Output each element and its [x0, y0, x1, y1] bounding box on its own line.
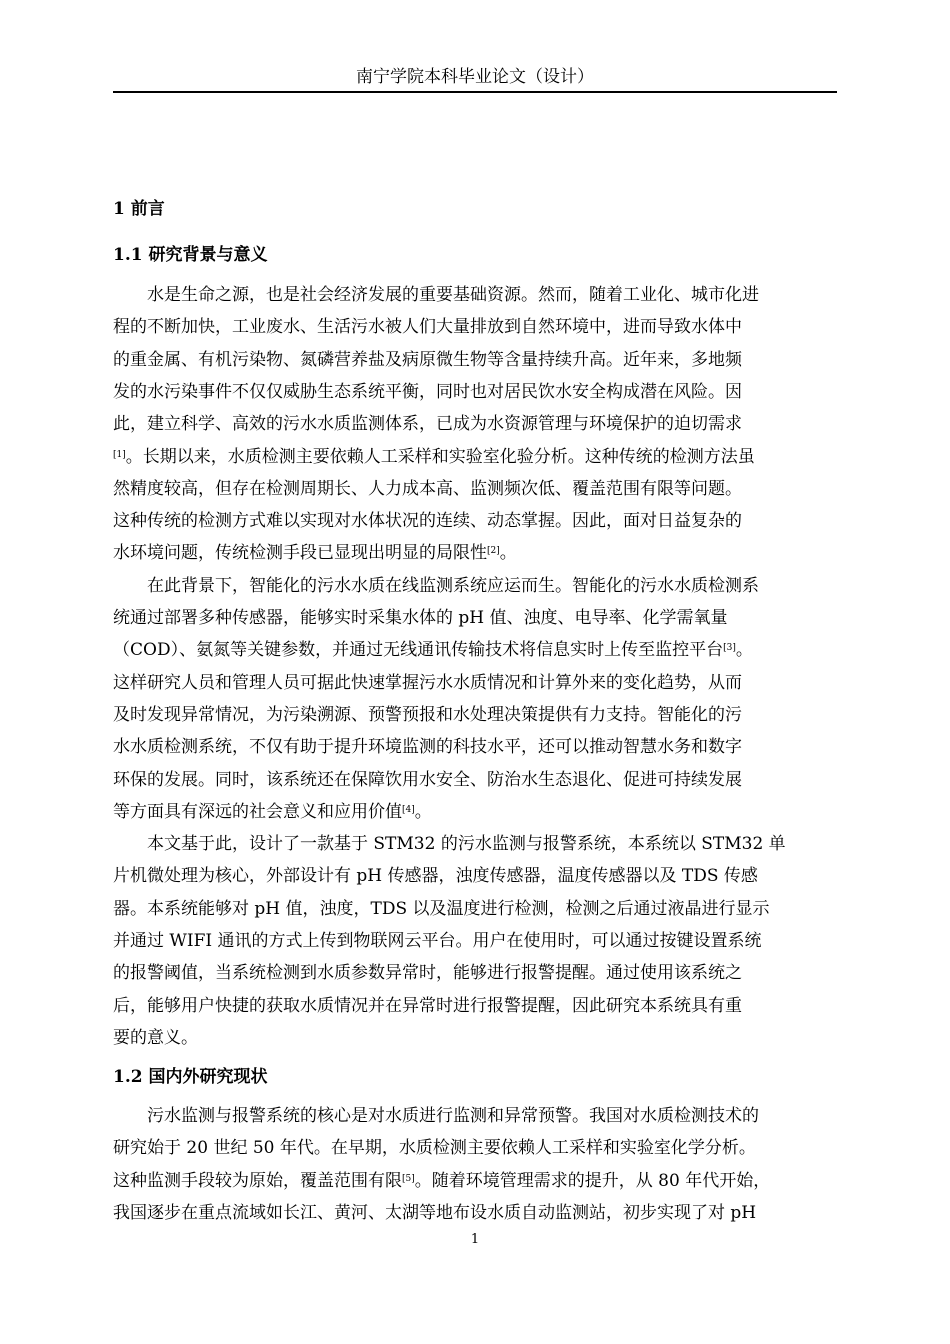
text-line [113, 735, 837, 759]
text-span: 。随着环境管理需求的提升，从 80 年代开始， [414, 1170, 771, 1191]
text-span: 研究始于 20 世纪 50 年代。在早期，水质检测主要依赖人工采样和实验室化学分析。 [113, 1138, 756, 1159]
text-span: 片机微处理为核心，外部设计有 pH 传感器，浊度传感器，温度传感器以及 TDS 传感 [113, 866, 758, 887]
section-heading-1-2: 1.2 国内外研究现状 [113, 1067, 268, 1087]
text-line [113, 574, 837, 598]
text-span: 的重金属、有机污染物、氮磷营养盐及病原微生物等含量持续升高。近年来，多地频 [113, 349, 742, 370]
text-span: 水环境问题，传统检测手段已显现出明显的局限性 [113, 543, 487, 564]
page-number: 1 [470, 1232, 480, 1247]
text-line [113, 412, 837, 436]
text-line [113, 800, 837, 824]
citation-mark: [5] [402, 1173, 415, 1184]
text-span: 我国逐步在重点流域如长江、黄河、太湖等地布设水质自动监测站，初步实现了对 pH [113, 1202, 757, 1223]
page-header: 南宁学院本科毕业论文（设计） [356, 67, 594, 87]
text-span: 这种监测手段较为原始，覆盖范围有限 [113, 1170, 402, 1191]
text-line [113, 638, 837, 662]
text-line [113, 671, 837, 695]
text-line [113, 380, 837, 404]
section-heading-1: 1 前言 [113, 199, 165, 219]
text-span: 。 [414, 801, 432, 822]
header-rule [113, 91, 837, 93]
text-span: 后，能够用户快捷的获取水质情况并在异常时进行报警提醒，因此研究本系统具有重 [113, 995, 742, 1016]
text-line [113, 832, 837, 856]
text-line [113, 1026, 837, 1050]
text-span: 的报警阈值，当系统检测到水质参数异常时，能够进行报警提醒。通过使用该系统之 [113, 963, 742, 984]
text-span: 水是生命之源，也是社会经济发展的重要基础资源。然而，随着工业化、城市化进 [113, 285, 759, 305]
text-span: 并通过 WIFI 通讯的方式上传到物联网云平台。用户在使用时，可以通过按键设置系统 [113, 931, 762, 951]
text-line [113, 864, 837, 888]
text-span: 。长期以来，水质检测主要依赖人工采样和实验室化验分析。这种传统的检测方法虽 [125, 446, 755, 467]
text-line [113, 477, 837, 501]
text-line [113, 994, 837, 1018]
text-line [113, 1104, 837, 1128]
text-span: 此，建立科学、高效的污水水质监测体系，已成为水资源管理与环境保护的迫切需求 [113, 414, 742, 435]
text-span: 及时发现异常情况，为污染溯源、预警预报和水处理决策提供有力支持。智能化的污 [113, 704, 742, 725]
text-span: 器。本系统能够对 pH 值，浊度，TDS 以及温度进行检测，检测之后通过液晶进行显示 [113, 898, 770, 919]
text-span: 发的水污染事件不仅仅威胁生态系统平衡，同时也对居民饮水安全构成潜在风险。因 [113, 381, 742, 402]
text-line [113, 315, 837, 339]
text-span: 要的意义。 [113, 1027, 198, 1048]
text-line [113, 445, 837, 469]
text-line [113, 703, 837, 727]
text-line [113, 1201, 837, 1225]
text-line [113, 768, 837, 792]
text-line [113, 348, 837, 372]
text-line [113, 897, 837, 921]
text-line [113, 1169, 837, 1193]
citation-mark: [1] [113, 449, 126, 460]
text-span: 然精度较高，但存在检测周期长、人力成本高、监测频次低、覆盖范围有限等问题。 [113, 478, 742, 499]
citation-mark: [3] [723, 643, 736, 654]
text-line [113, 541, 837, 565]
text-line [113, 961, 837, 985]
text-span: 程的不断加快，工业废水、生活污水被人们大量排放到自然环境中，进而导致水体中 [113, 317, 742, 338]
text-span: 。 [499, 543, 517, 564]
text-span: 污水监测与报警系统的核心是对水质进行监测和异常预警。我国对水质检测技术的 [113, 1106, 759, 1126]
text-span: 本文基于此，设计了一款基于 STM32 的污水监测与报警系统，本系统以 STM32 单 [113, 834, 786, 855]
text-line [113, 929, 837, 953]
text-line [113, 606, 837, 630]
text-span: 统通过部署多种传感器，能够实时采集水体的 pH 值、浊度、电导率、化学需氧量 [113, 608, 728, 628]
text-span: 。 [735, 640, 753, 661]
text-span: 在此背景下，智能化的污水水质在线监测系统应运而生。智能化的污水水质检测系 [113, 575, 759, 596]
citation-mark: [2] [487, 546, 500, 557]
section-heading-1-1: 1.1 研究背景与意义 [113, 245, 268, 265]
text-span: （COD）、氨氮等关键参数，并通过无线通讯传输技术将信息实时上传至监控平台 [113, 640, 724, 661]
text-line [113, 509, 837, 533]
text-span: 这样研究人员和管理人员可据此快速掌握污水水质情况和计算外来的变化趋势，从而 [113, 672, 742, 693]
text-span: 这种传统的检测方式难以实现对水体状况的连续、动态掌握。因此，面对日益复杂的 [113, 511, 742, 532]
text-span: 水水质检测系统，不仅有助于提升环境监测的科技水平，还可以推动智慧水务和数字 [113, 737, 742, 758]
text-span: 等方面具有深远的社会意义和应用价值 [113, 801, 402, 822]
citation-mark: [4] [402, 804, 415, 815]
text-span: 环保的发展。同时，该系统还在保障饮用水安全、防治水生态退化、促进可持续发展 [113, 769, 742, 790]
text-line [113, 1136, 837, 1160]
text-line [113, 283, 837, 307]
